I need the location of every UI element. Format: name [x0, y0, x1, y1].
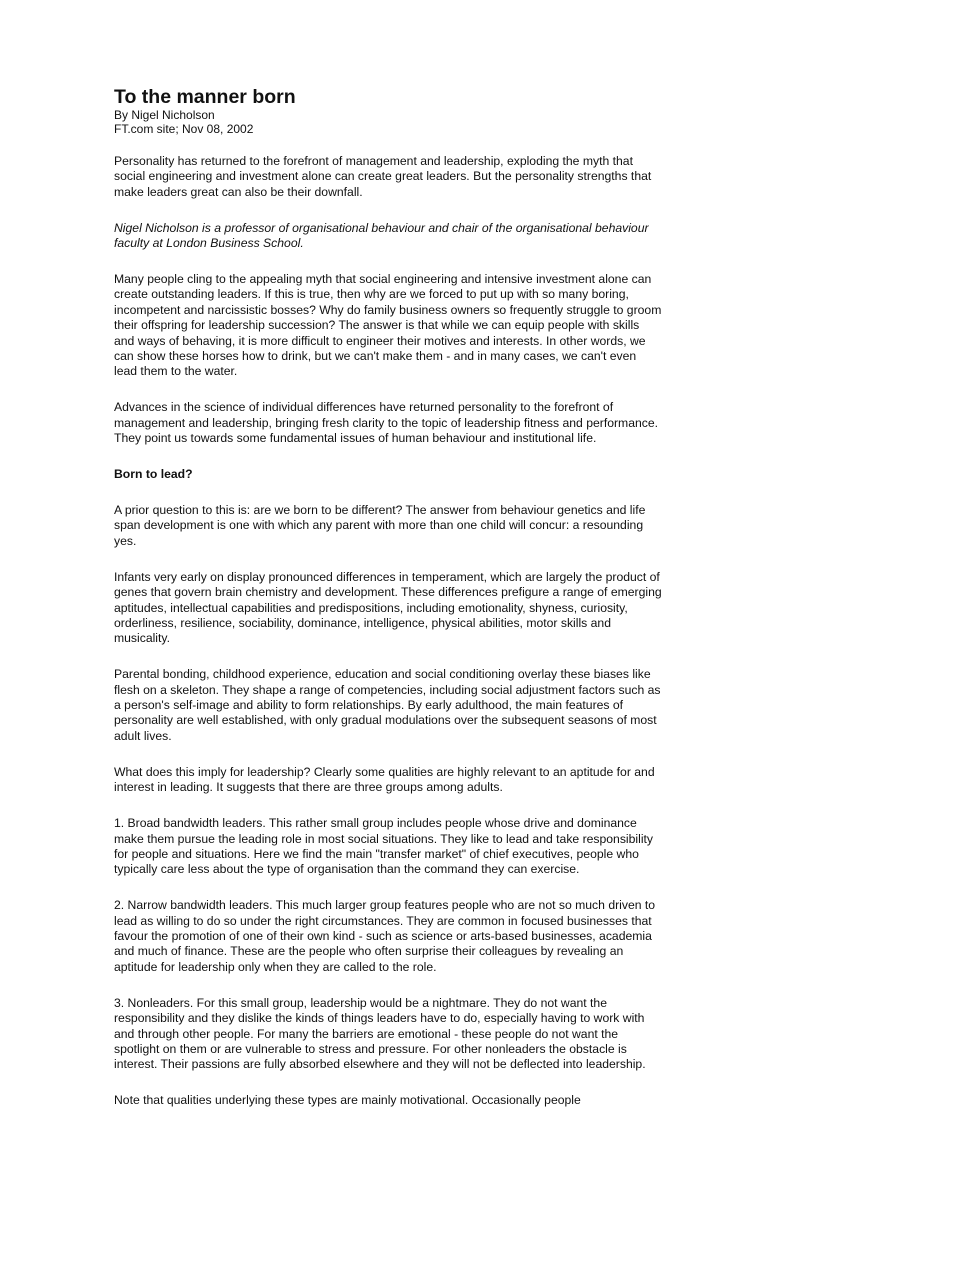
article-source: FT.com site; Nov 08, 2002	[114, 122, 254, 136]
article-title: To the manner born	[114, 86, 296, 108]
list-item-nonleaders: 3. Nonleaders. For this small group, leadership would be a nightmare. They do not want the responsibility and they dislike the kinds of things leaders have to do, especially having to work with and through other people. For many the barriers are emotional - these people do not want the spotlight on them or are vulnerable to stress and pressure. For other nonleaders the obstacle is interest. Their passions are fully absorbed elsewhere and they will not be deflected into leadership.	[114, 995, 646, 1072]
body-paragraph-6: What does this imply for leadership? Clearly some qualities are highly relevant to an aptitude for and interest in leading. It suggests that there are three groups among adults.	[114, 764, 655, 795]
body-paragraph-5: Parental bonding, childhood experience, education and social conditioning overlay these biases like flesh on a skeleton. They shape a range of competencies, including social adjustment factors such as a person's self-image and ability to form relationships. By early adulthood, the main features of personality are well established, with only gradual modulations over the subsequent seasons of most adult lives.	[114, 667, 661, 743]
list-item-narrow-bandwidth: 2. Narrow bandwidth leaders. This much larger group features people who are not so much driven to lead as willing to do so under the right circumstances. They are common in focused businesses that favour the promotion of one of their own kind - such as science or arts-based businesses, academia and much of finance. These are the people who often surprise their colleagues by revealing an aptitude for leadership only when they are called to the role.	[114, 898, 656, 974]
body-paragraph-2: Advances in the science of individual differences have returned personality to the forefront of management and leadership, bringing fresh clarity to the topic of leadership fitness and performance. They point us towards some fundamental issues of human behaviour and institutional life.	[114, 400, 659, 446]
body-paragraph-4: Infants very early on display pronounced differences in temperament, which are largely the product of genes that govern brain chemistry and development. These differences prefigure a range of emerging aptitudes, intellectual capabilities and predispositions, including emotionality, shyness, curiosity, orderliness, resilience, sociability, dominance, intelligence, physical abilities, motor skills and musicality.	[114, 569, 662, 646]
spacer	[114, 136, 662, 154]
list-item-broad-bandwidth: 1. Broad bandwidth leaders. This rather small group includes people whose drive and dominance make them pursue the leading role in most social situations. They like to lead and take responsibility for people and situations. Here we find the main "transfer market" of chief executives, people who typically care less about the type of organisation than the command they can exercise.	[114, 816, 654, 877]
body-paragraph-1: Many people cling to the appealing myth that social engineering and intensive investment alone can create outstanding leaders. If this is true, then why are we forced to put up with so many boring, incompetent and narcissistic bosses? Why do family business owners so frequently struggle to groom their offspring for leadership succession? The answer is that while we can equip people with skills and ways of behaving, it is more difficult to engineer their motives and interests. In other words, we can show these horses how to drink, but we can't make them - and in many cases, we can't even lead them to the water.	[114, 272, 662, 379]
summary-paragraph: Personality has returned to the forefront of management and leadership, exploding the myth that social engineering and investment alone can create great leaders. But the personality strengths that make leaders great can also be their downfall.	[114, 154, 652, 199]
article-page	[114, 86, 662, 1109]
section-heading-born-to-lead: Born to lead?	[114, 467, 193, 482]
author-bio-paragraph: Nigel Nicholson is a professor of organisational behaviour and chair of the organisational behaviour faculty at London Business School.	[114, 220, 649, 251]
body-paragraph-7: Note that qualities underlying these types are mainly motivational. Occasionally people	[114, 1093, 581, 1108]
article-byline: By Nigel Nicholson	[114, 108, 215, 122]
body-paragraph-3: A prior question to this is: are we born to be different? The answer from behaviour genetics and life span development is one with which any parent with more than one child will concur: a resounding yes.	[114, 503, 646, 548]
